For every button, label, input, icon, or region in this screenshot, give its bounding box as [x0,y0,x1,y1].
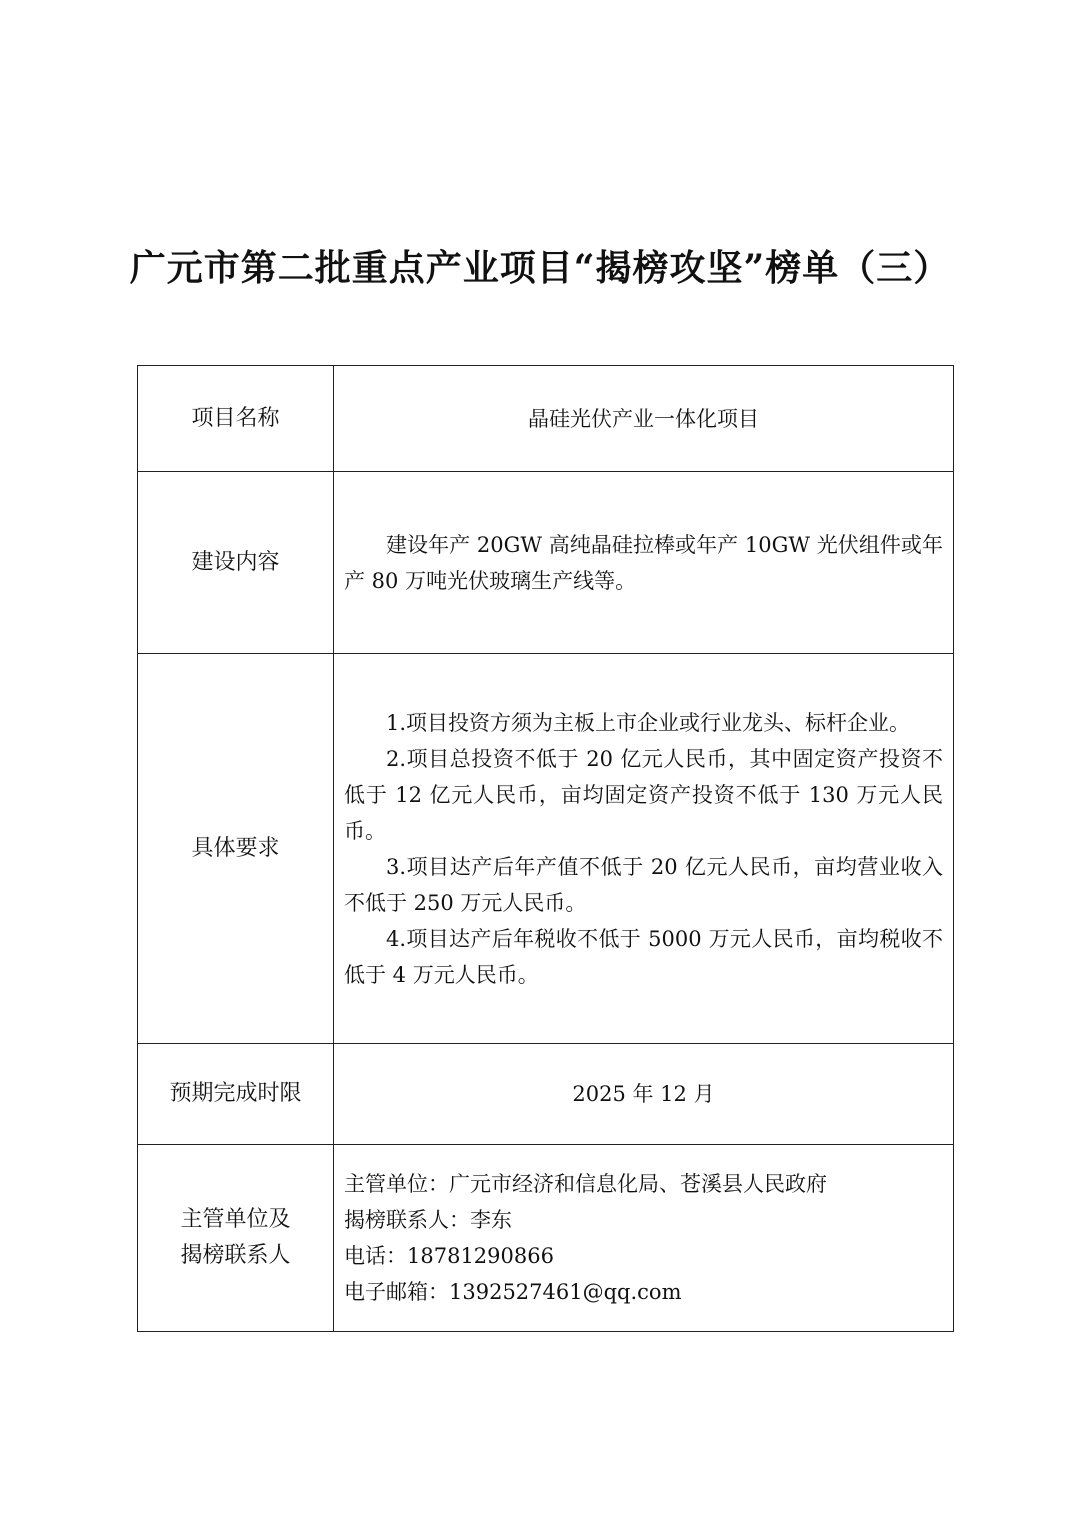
row-project-name [138,366,954,472]
construction-content-text: 建设年产 20GW 高纯晶硅拉棒或年产 10GW 光伏组件或年产 80 万吨光伏玻璃生产线等。 [344,532,943,593]
project-table [137,365,954,1332]
row-requirements [138,654,954,1044]
requirement-item: 4.项目达产后年税收不低于 5000 万元人民币，亩均税收不低于 4 万元人民币。 [344,926,943,987]
label-construction-content: 建设内容 [138,472,334,654]
requirement-item: 1.项目投资方须为主板上市企业或行业龙头、标杆企业。 [386,710,911,735]
row-deadline [138,1044,954,1145]
row-construction-content [138,472,954,654]
label-contact [138,1145,334,1332]
contact-phone: 电话：18781290866 [344,1244,554,1268]
label-contact-line2: 揭榜联系人 [180,1243,291,1268]
contact-department: 主管单位：广元市经济和信息化局、苍溪县人民政府 [344,1172,827,1196]
document-title: 广元市第二批重点产业项目“揭榜攻坚”榜单（三） [129,247,951,289]
requirement-item: 2.项目总投资不低于 20 亿元人民币，其中固定资产投资不低于 12 亿元人民币，亩均固定资产投资不低于 130 万元人民币。 [344,746,943,843]
value-requirements [334,654,954,1044]
contact-person: 揭榜联系人：李东 [344,1208,512,1232]
label-contact-line1: 主管单位及 [180,1207,291,1232]
label-project-name: 项目名称 [138,366,334,472]
label-requirements: 具体要求 [138,654,334,1044]
label-deadline: 预期完成时限 [138,1044,334,1145]
value-project-name: 晶硅光伏产业一体化项目 [334,366,954,472]
requirement-item: 3.项目达产后年产值不低于 20 亿元人民币，亩均营业收入不低于 250 万元人民币。 [344,854,943,915]
value-construction-content [334,472,954,654]
value-deadline: 2025 年 12 月 [334,1044,954,1145]
row-contact [138,1145,954,1332]
contact-email: 电子邮箱：1392527461@qq.com [344,1280,682,1304]
value-contact [334,1145,954,1332]
